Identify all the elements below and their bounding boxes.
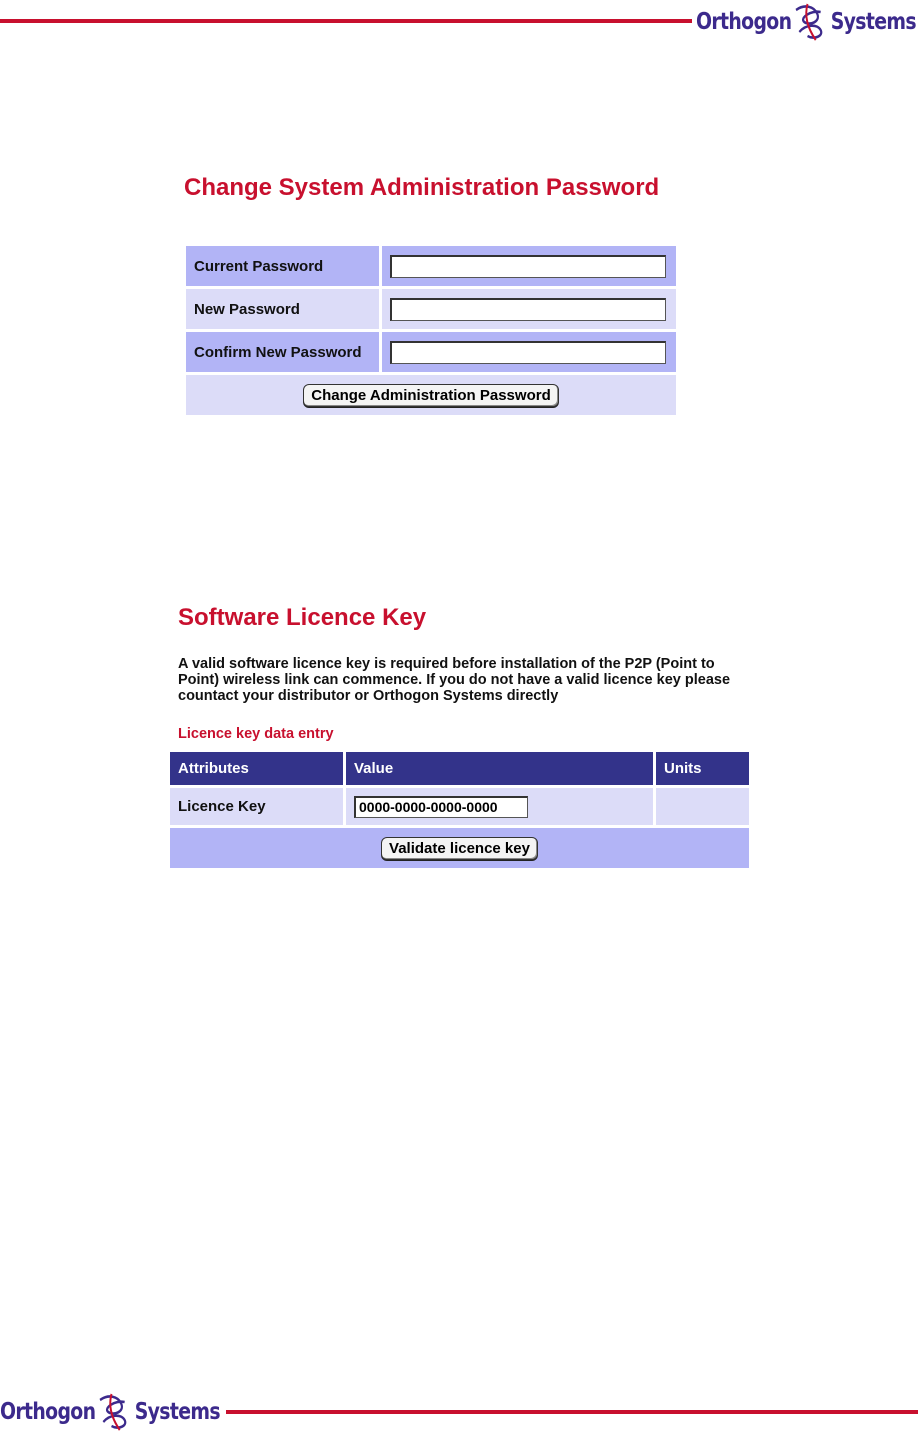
brand-word-systems: Systems bbox=[134, 1399, 220, 1425]
confirm-password-label: Confirm New Password bbox=[186, 332, 379, 372]
licence-key-units bbox=[656, 788, 749, 825]
licence-description: A valid software licence key is required before installation of the P2P (Point to Point) wireless link can commence. If you do not have a valid licence key please countact your distributor or Orthogon Systems directly bbox=[178, 656, 731, 704]
change-password-button[interactable]: Change Administration Password bbox=[303, 384, 558, 407]
footer-logo bbox=[0, 1392, 220, 1432]
password-title: Change System Administration Password bbox=[184, 174, 660, 201]
brand-word-orthogon: Orthogon bbox=[0, 1399, 96, 1425]
licence-subheading: Licence key data entry bbox=[178, 726, 334, 742]
licence-table-header bbox=[170, 752, 749, 785]
licence-key-input[interactable] bbox=[354, 796, 528, 818]
licence-key-cell bbox=[346, 788, 653, 825]
confirm-password-cell bbox=[382, 332, 676, 372]
table-row bbox=[170, 788, 749, 825]
new-password-cell bbox=[382, 289, 676, 329]
orthogon-swirl-icon bbox=[97, 1392, 133, 1432]
column-header-value: Value bbox=[346, 752, 653, 785]
current-password-input[interactable] bbox=[390, 255, 666, 278]
validate-licence-button[interactable]: Validate licence key bbox=[381, 837, 538, 860]
current-password-row bbox=[186, 246, 676, 286]
confirm-password-row bbox=[186, 332, 676, 372]
brand-word-systems: Systems bbox=[830, 9, 916, 35]
brand-word-orthogon: Orthogon bbox=[696, 9, 792, 35]
new-password-label: New Password bbox=[186, 289, 379, 329]
orthogon-swirl-icon bbox=[793, 2, 829, 42]
new-password-input[interactable] bbox=[390, 298, 666, 321]
footer-rule bbox=[226, 1410, 918, 1414]
column-header-attributes: Attributes bbox=[170, 752, 343, 785]
current-password-cell bbox=[382, 246, 676, 286]
password-form bbox=[186, 246, 676, 415]
header-logo bbox=[696, 2, 916, 42]
licence-submit-row bbox=[170, 828, 749, 868]
column-header-units: Units bbox=[656, 752, 749, 785]
password-submit-row bbox=[186, 375, 676, 415]
licence-key-label: Licence Key bbox=[170, 788, 343, 825]
current-password-label: Current Password bbox=[186, 246, 379, 286]
licence-title: Software Licence Key bbox=[178, 604, 427, 631]
confirm-password-input[interactable] bbox=[390, 341, 666, 364]
licence-table bbox=[170, 752, 749, 868]
new-password-row bbox=[186, 289, 676, 329]
header-rule bbox=[0, 19, 692, 23]
